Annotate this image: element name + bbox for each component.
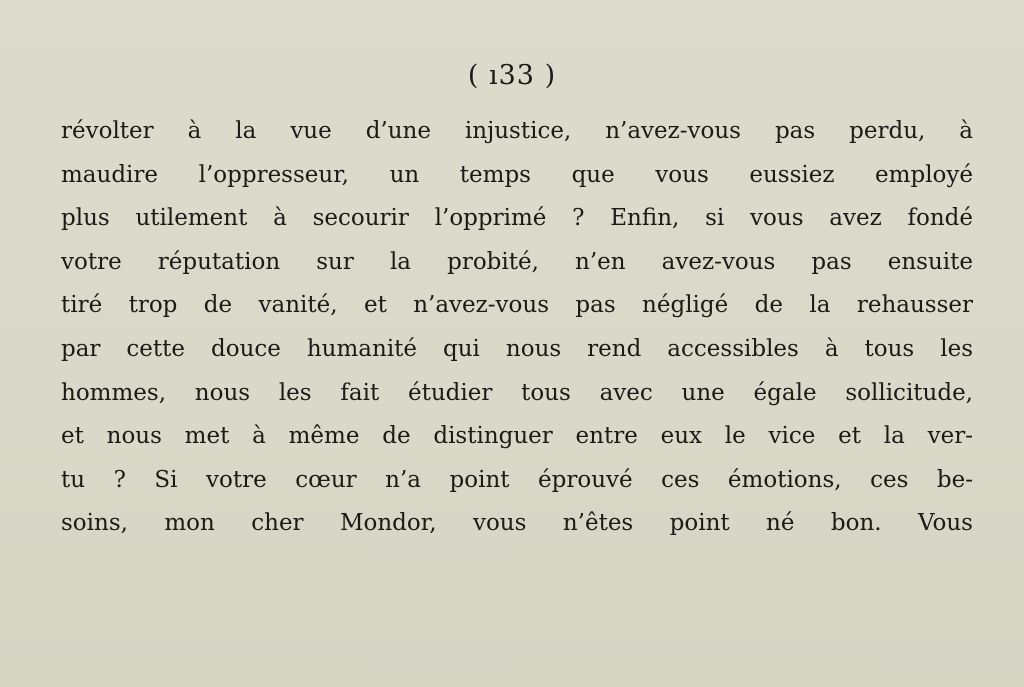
text-line: tu ? Si votre cœur n’a point éprouvé ces émotions, ces be- — [61, 466, 973, 493]
text-line: et nous met à même de distinguer entre eux le vice et la ver- — [61, 423, 973, 450]
text-line: révolter à la vue d’une injustice, n’avez-vous pas perdu, à — [61, 118, 973, 144]
text-line: votre réputation sur la probité, n’en avez-vous pas ensuite — [61, 248, 973, 275]
text-line: plus utilement à secourir l’opprimé ? Enfin, si vous avez fondé — [61, 205, 973, 232]
page-number: ( ı33 ) — [467, 60, 557, 91]
text-line: hommes, nous les fait étudier tous avec une égale sollicitude, — [61, 379, 973, 406]
text-line: par cette douce humanité qui nous rend accessibles à tous les — [61, 335, 973, 362]
body-text — [61, 110, 973, 546]
text-line: maudire l’oppresseur, un temps que vous eussiez employé — [61, 161, 973, 188]
text-line: soins, mon cher Mondor, vous n’êtes point né bon. Vous — [61, 510, 973, 537]
text-line: tiré trop de vanité, et n’avez-vous pas négligé de la rehausser — [61, 292, 973, 319]
